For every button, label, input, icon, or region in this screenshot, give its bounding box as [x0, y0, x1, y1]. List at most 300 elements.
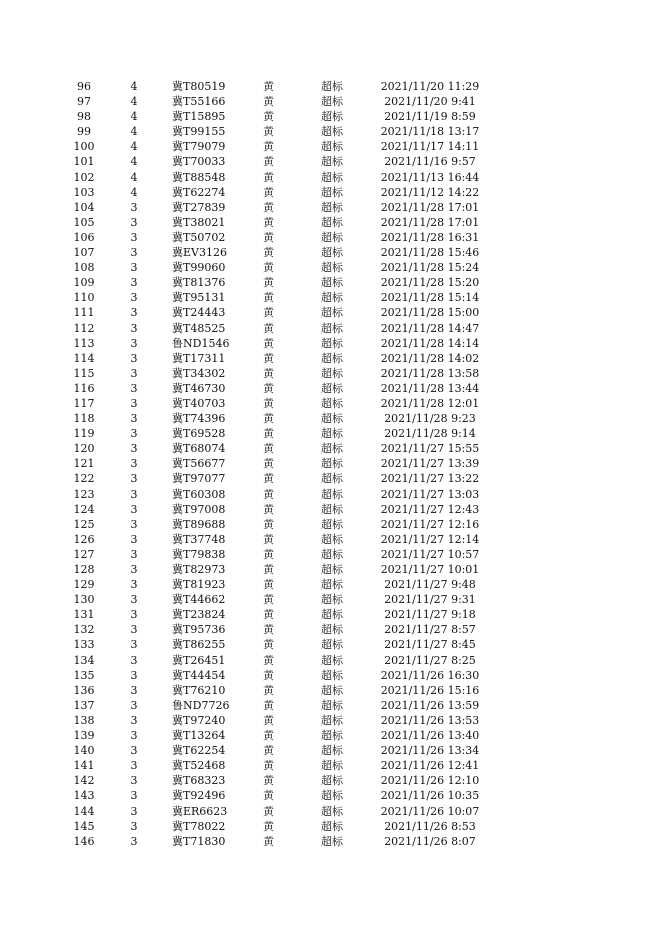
exceed-count: 3 — [130, 759, 138, 773]
timestamp: 2021/11/27 12:43 — [380, 502, 480, 516]
plate-color: 黄 — [263, 110, 274, 124]
table-row — [0, 185, 662, 200]
status-text: 超标 — [321, 578, 343, 592]
timestamp: 2021/11/20 9:41 — [384, 95, 476, 109]
table-row — [0, 275, 662, 290]
plate-color: 黄 — [263, 532, 274, 546]
row-number: 124 — [73, 502, 95, 516]
row-number: 113 — [73, 336, 95, 350]
status-text: 超标 — [321, 366, 343, 380]
row-number: 144 — [73, 804, 95, 818]
row-number: 119 — [73, 427, 95, 441]
exceed-count: 4 — [130, 110, 138, 124]
plate-color: 黄 — [263, 502, 274, 516]
plate-number: 冀T97240 — [172, 713, 226, 727]
table-row — [0, 456, 662, 471]
status-text: 超标 — [321, 291, 343, 305]
row-number: 141 — [73, 759, 95, 773]
plate-color: 黄 — [263, 563, 274, 576]
table-row — [0, 321, 662, 336]
status-text: 超标 — [321, 744, 343, 758]
plate-number: 冀T52468 — [172, 759, 226, 773]
timestamp: 2021/11/28 14:47 — [380, 321, 480, 335]
row-number: 120 — [73, 442, 95, 456]
plate-color: 黄 — [263, 412, 274, 426]
plate-number: 冀T78022 — [172, 819, 226, 833]
row-number: 115 — [73, 366, 95, 380]
exceed-count: 3 — [130, 593, 138, 607]
row-number: 146 — [73, 834, 95, 848]
exceed-count: 3 — [130, 713, 138, 727]
timestamp: 2021/11/27 8:25 — [384, 653, 476, 667]
plate-color: 黄 — [263, 215, 274, 229]
plate-number: 冀T56677 — [172, 457, 226, 471]
row-number: 135 — [73, 668, 95, 682]
row-number: 133 — [73, 638, 95, 652]
timestamp: 2021/11/19 8:59 — [384, 110, 476, 124]
table-row — [0, 139, 662, 154]
table-row — [0, 471, 662, 486]
status-text: 超标 — [321, 502, 343, 516]
timestamp: 2021/11/28 15:46 — [380, 246, 480, 260]
plate-color: 黄 — [263, 427, 274, 441]
plate-color: 黄 — [263, 729, 274, 743]
status-text: 超标 — [321, 789, 343, 803]
exceed-count: 3 — [130, 215, 138, 229]
exceed-count: 3 — [130, 668, 138, 682]
plate-number: 冀T24443 — [172, 306, 226, 320]
exceed-count: 3 — [130, 744, 138, 758]
timestamp: 2021/11/28 13:44 — [380, 381, 480, 395]
row-number: 99 — [77, 125, 91, 139]
plate-color: 黄 — [263, 336, 274, 350]
timestamp: 2021/11/26 13:53 — [380, 713, 480, 727]
exceed-count: 3 — [130, 472, 138, 486]
status-text: 超标 — [321, 230, 343, 244]
plate-number: 冀T86255 — [172, 638, 226, 652]
plate-color: 黄 — [263, 125, 274, 139]
table-row — [0, 622, 662, 637]
plate-number: 冀T26451 — [172, 653, 226, 667]
table-row — [0, 305, 662, 320]
table-row — [0, 804, 662, 819]
plate-color: 黄 — [263, 381, 274, 395]
plate-number: 冀T95736 — [172, 623, 226, 637]
table-row — [0, 200, 662, 215]
row-number: 131 — [73, 608, 95, 622]
timestamp: 2021/11/26 12:41 — [380, 759, 480, 773]
table-row — [0, 351, 662, 366]
timestamp: 2021/11/26 8:07 — [384, 834, 476, 848]
plate-color: 黄 — [263, 291, 274, 305]
exceed-count: 3 — [130, 774, 138, 788]
exceed-count: 4 — [130, 125, 138, 139]
timestamp: 2021/11/27 12:14 — [380, 532, 480, 546]
row-number: 117 — [73, 396, 95, 410]
status-text: 超标 — [321, 427, 343, 441]
plate-color: 黄 — [263, 744, 274, 758]
table-row — [0, 502, 662, 517]
plate-color: 黄 — [263, 653, 274, 667]
timestamp: 2021/11/26 15:16 — [380, 683, 480, 697]
plate-number: 冀T89688 — [172, 517, 226, 531]
exceed-count: 3 — [130, 563, 138, 576]
table-row — [0, 819, 662, 834]
row-number: 142 — [73, 774, 95, 788]
status-text: 超标 — [321, 185, 343, 199]
plate-number: 冀T13264 — [172, 729, 226, 743]
exceed-count: 3 — [130, 517, 138, 531]
row-number: 98 — [77, 110, 91, 124]
exceed-count: 3 — [130, 351, 138, 365]
timestamp: 2021/11/12 14:22 — [380, 185, 480, 199]
table-row — [0, 577, 662, 592]
status-text: 超标 — [321, 517, 343, 531]
table-row — [0, 607, 662, 622]
row-number: 121 — [73, 457, 95, 471]
exceed-count: 3 — [130, 638, 138, 652]
table-row — [0, 94, 662, 109]
status-text: 超标 — [321, 442, 343, 456]
plate-color: 黄 — [263, 80, 274, 93]
status-text: 超标 — [321, 698, 343, 712]
timestamp: 2021/11/28 9:14 — [384, 427, 476, 441]
status-text: 超标 — [321, 593, 343, 607]
timestamp: 2021/11/28 14:02 — [380, 351, 480, 365]
exceed-count: 3 — [130, 306, 138, 320]
plate-color: 黄 — [263, 713, 274, 727]
plate-number: 冀T62254 — [172, 744, 226, 758]
status-text: 超标 — [321, 306, 343, 320]
timestamp: 2021/11/28 15:20 — [380, 276, 480, 290]
row-number: 130 — [73, 593, 95, 607]
timestamp: 2021/11/28 15:00 — [380, 306, 480, 320]
timestamp: 2021/11/27 13:03 — [380, 487, 480, 501]
table-row — [0, 170, 662, 185]
table-row — [0, 773, 662, 788]
status-text: 超标 — [321, 140, 343, 154]
plate-number: 鲁ND1546 — [172, 336, 230, 350]
table-row — [0, 517, 662, 532]
exceed-count: 3 — [130, 412, 138, 426]
plate-number: 冀T82973 — [172, 563, 226, 576]
status-text: 超标 — [321, 321, 343, 335]
row-number: 100 — [73, 140, 95, 154]
exceed-count: 3 — [130, 366, 138, 380]
table-row — [0, 698, 662, 713]
plate-color: 黄 — [263, 155, 274, 169]
timestamp: 2021/11/28 14:14 — [380, 336, 480, 350]
plate-number: 冀T95131 — [172, 291, 226, 305]
plate-number: 冀T70033 — [172, 155, 226, 169]
exceed-count: 3 — [130, 698, 138, 712]
plate-number: 冀T97077 — [172, 472, 226, 486]
plate-color: 黄 — [263, 200, 274, 214]
timestamp: 2021/11/27 15:55 — [380, 442, 480, 456]
table-row — [0, 441, 662, 456]
exceed-count: 3 — [130, 804, 138, 818]
plate-number: 冀T37748 — [172, 532, 226, 546]
plate-number: 冀T34302 — [172, 366, 226, 380]
table-row — [0, 381, 662, 396]
row-number: 102 — [73, 170, 95, 184]
status-text: 超标 — [321, 261, 343, 275]
timestamp: 2021/11/28 13:58 — [380, 366, 480, 380]
table-row — [0, 653, 662, 668]
table-row — [0, 758, 662, 773]
row-number: 101 — [73, 155, 95, 169]
row-number: 110 — [73, 291, 95, 305]
plate-color: 黄 — [263, 608, 274, 622]
plate-color: 黄 — [263, 95, 274, 109]
timestamp: 2021/11/27 13:22 — [380, 472, 480, 486]
plate-color: 黄 — [263, 442, 274, 456]
timestamp: 2021/11/28 17:01 — [380, 200, 480, 214]
timestamp: 2021/11/26 10:07 — [380, 804, 480, 818]
exceed-count: 4 — [130, 80, 138, 93]
exceed-count: 3 — [130, 578, 138, 592]
plate-color: 黄 — [263, 457, 274, 471]
status-text: 超标 — [321, 623, 343, 637]
row-number: 127 — [73, 547, 95, 561]
row-number: 104 — [73, 200, 95, 214]
table-row — [0, 245, 662, 260]
row-number: 139 — [73, 729, 95, 743]
status-text: 超标 — [321, 170, 343, 184]
table-row — [0, 366, 662, 381]
row-number: 138 — [73, 713, 95, 727]
row-number: 118 — [73, 412, 95, 426]
plate-color: 黄 — [263, 593, 274, 607]
plate-color: 黄 — [263, 306, 274, 320]
status-text: 超标 — [321, 95, 343, 109]
exceed-count: 3 — [130, 789, 138, 803]
status-text: 超标 — [321, 200, 343, 214]
plate-color: 黄 — [263, 396, 274, 410]
status-text: 超标 — [321, 804, 343, 818]
table-row — [0, 637, 662, 652]
table-row — [0, 260, 662, 275]
plate-number: 冀T55166 — [172, 95, 226, 109]
plate-color: 黄 — [263, 789, 274, 803]
exceed-count: 3 — [130, 261, 138, 275]
table-row — [0, 532, 662, 547]
plate-number: 冀T23824 — [172, 608, 226, 622]
table-row — [0, 215, 662, 230]
exceed-count: 3 — [130, 246, 138, 260]
timestamp: 2021/11/27 10:57 — [380, 547, 480, 561]
status-text: 超标 — [321, 608, 343, 622]
row-number: 96 — [77, 80, 91, 93]
row-number: 143 — [73, 789, 95, 803]
timestamp: 2021/11/28 17:01 — [380, 215, 480, 229]
exceed-count: 4 — [130, 140, 138, 154]
plate-number: 冀T74396 — [172, 412, 226, 426]
timestamp: 2021/11/27 13:39 — [380, 457, 480, 471]
status-text: 超标 — [321, 653, 343, 667]
plate-color: 黄 — [263, 366, 274, 380]
row-number: 132 — [73, 623, 95, 637]
table-row — [0, 834, 662, 849]
plate-number: 鲁ND7726 — [172, 698, 230, 712]
row-number: 137 — [73, 698, 95, 712]
plate-number: 冀T81923 — [172, 578, 226, 592]
status-text: 超标 — [321, 215, 343, 229]
row-number: 125 — [73, 517, 95, 531]
exceed-count: 3 — [130, 729, 138, 743]
status-text: 超标 — [321, 80, 343, 93]
timestamp: 2021/11/26 8:53 — [384, 819, 476, 833]
table-row — [0, 154, 662, 169]
timestamp: 2021/11/20 11:29 — [380, 80, 480, 93]
timestamp: 2021/11/26 16:30 — [380, 668, 480, 682]
status-text: 超标 — [321, 819, 343, 833]
plate-color: 黄 — [263, 638, 274, 652]
exceed-count: 3 — [130, 200, 138, 214]
status-text: 超标 — [321, 638, 343, 652]
plate-color: 黄 — [263, 140, 274, 154]
plate-number: 冀T50702 — [172, 230, 226, 244]
plate-number: 冀T68323 — [172, 774, 226, 788]
table-row — [0, 743, 662, 758]
row-number: 136 — [73, 683, 95, 697]
exceed-count: 3 — [130, 683, 138, 697]
status-text: 超标 — [321, 246, 343, 260]
plate-color: 黄 — [263, 623, 274, 637]
plate-number: 冀T88548 — [172, 170, 226, 184]
table-row — [0, 668, 662, 683]
table-row — [0, 788, 662, 803]
status-text: 超标 — [321, 713, 343, 727]
plate-number: 冀T71830 — [172, 834, 226, 848]
exceed-count: 3 — [130, 653, 138, 667]
plate-color: 黄 — [263, 804, 274, 818]
exceed-count: 3 — [130, 396, 138, 410]
exceed-count: 3 — [130, 291, 138, 305]
row-number: 105 — [73, 215, 95, 229]
plate-number: 冀EV3126 — [172, 246, 227, 260]
status-text: 超标 — [321, 563, 343, 576]
exceed-count: 3 — [130, 623, 138, 637]
plate-number: 冀T99155 — [172, 125, 226, 139]
plate-color: 黄 — [263, 230, 274, 244]
plate-color: 黄 — [263, 487, 274, 501]
status-text: 超标 — [321, 412, 343, 426]
plate-number: 冀T68074 — [172, 442, 226, 456]
row-number: 122 — [73, 472, 95, 486]
table-row — [0, 109, 662, 124]
plate-color: 黄 — [263, 698, 274, 712]
plate-number: 冀T27839 — [172, 200, 226, 214]
plate-number: 冀T44454 — [172, 668, 226, 682]
plate-number: 冀T15895 — [172, 110, 226, 124]
exceed-count: 3 — [130, 608, 138, 622]
exceed-count: 4 — [130, 170, 138, 184]
exceed-count: 3 — [130, 442, 138, 456]
table-row — [0, 336, 662, 351]
plate-color: 黄 — [263, 170, 274, 184]
plate-number: 冀T79838 — [172, 547, 226, 561]
status-text: 超标 — [321, 774, 343, 788]
table-row — [0, 713, 662, 728]
status-text: 超标 — [321, 155, 343, 169]
plate-color: 黄 — [263, 683, 274, 697]
table-row — [0, 683, 662, 698]
plate-color: 黄 — [263, 276, 274, 290]
row-number: 129 — [73, 578, 95, 592]
exceed-count: 3 — [130, 336, 138, 350]
timestamp: 2021/11/27 9:18 — [384, 608, 476, 622]
row-number: 145 — [73, 819, 95, 833]
table-row — [0, 411, 662, 426]
status-text: 超标 — [321, 729, 343, 743]
timestamp: 2021/11/26 13:40 — [380, 729, 480, 743]
plate-number: 冀T40703 — [172, 396, 226, 410]
timestamp: 2021/11/26 13:59 — [380, 698, 480, 712]
table-row — [0, 487, 662, 502]
status-text: 超标 — [321, 668, 343, 682]
plate-number: 冀T17311 — [172, 351, 226, 365]
plate-number: 冀T46730 — [172, 381, 226, 395]
timestamp: 2021/11/27 8:45 — [384, 638, 476, 652]
plate-number: 冀T44662 — [172, 593, 226, 607]
exceed-count: 3 — [130, 487, 138, 501]
exceed-count: 3 — [130, 381, 138, 395]
timestamp: 2021/11/28 9:23 — [384, 412, 476, 426]
row-number: 97 — [77, 95, 91, 109]
timestamp: 2021/11/27 9:48 — [384, 578, 476, 592]
timestamp: 2021/11/16 9:57 — [384, 155, 476, 169]
status-text: 超标 — [321, 351, 343, 365]
table-row — [0, 230, 662, 245]
table-row — [0, 547, 662, 562]
row-number: 111 — [73, 306, 95, 320]
row-number: 109 — [73, 276, 95, 290]
plate-color: 黄 — [263, 578, 274, 592]
plate-number: 冀T81376 — [172, 276, 226, 290]
table-row — [0, 396, 662, 411]
data-table — [0, 79, 662, 849]
plate-number: 冀T80519 — [172, 80, 226, 93]
row-number: 106 — [73, 230, 95, 244]
plate-color: 黄 — [263, 321, 274, 335]
table-row — [0, 562, 662, 577]
timestamp: 2021/11/27 9:31 — [384, 593, 476, 607]
plate-color: 黄 — [263, 819, 274, 833]
row-number: 107 — [73, 246, 95, 260]
status-text: 超标 — [321, 532, 343, 546]
plate-color: 黄 — [263, 261, 274, 275]
status-text: 超标 — [321, 336, 343, 350]
timestamp: 2021/11/28 15:14 — [380, 291, 480, 305]
table-row — [0, 79, 662, 94]
plate-number: 冀T62274 — [172, 185, 226, 199]
plate-number: 冀T76210 — [172, 683, 226, 697]
row-number: 126 — [73, 532, 95, 546]
timestamp: 2021/11/27 10:01 — [380, 563, 480, 576]
plate-number: 冀T97008 — [172, 502, 226, 516]
plate-color: 黄 — [263, 246, 274, 260]
status-text: 超标 — [321, 457, 343, 471]
plate-number: 冀ER6623 — [172, 804, 228, 818]
status-text: 超标 — [321, 834, 343, 848]
timestamp: 2021/11/18 13:17 — [380, 125, 480, 139]
timestamp: 2021/11/28 15:24 — [380, 261, 480, 275]
plate-number: 冀T38021 — [172, 215, 226, 229]
row-number: 116 — [73, 381, 95, 395]
plate-color: 黄 — [263, 472, 274, 486]
status-text: 超标 — [321, 276, 343, 290]
